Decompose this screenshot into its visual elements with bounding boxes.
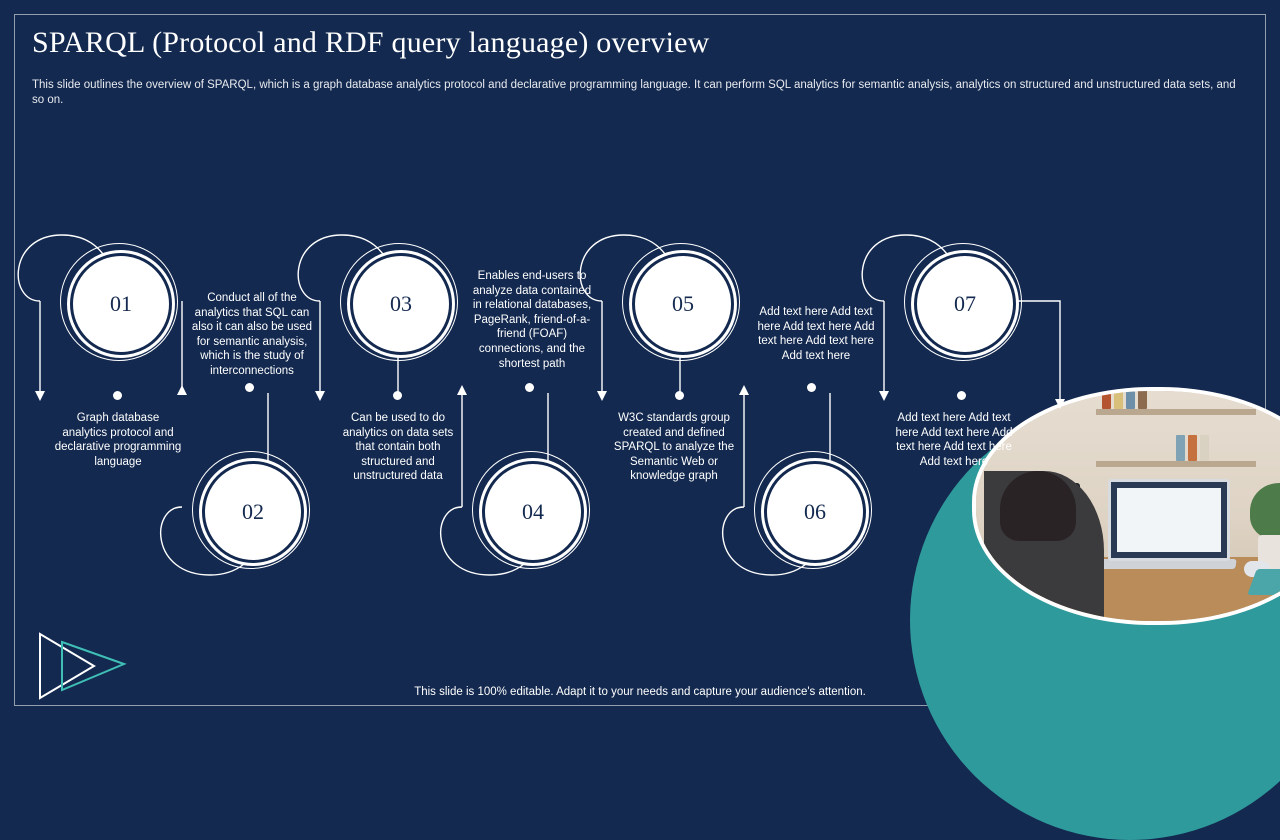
node-03[interactable]: 03	[350, 253, 452, 355]
page-title: SPARQL (Protocol and RDF query language) overview	[32, 26, 710, 59]
node-06[interactable]: 06	[764, 461, 866, 563]
node-02[interactable]: 02	[202, 461, 304, 563]
node-05[interactable]: 05	[632, 253, 734, 355]
process-diagram	[0, 215, 1280, 635]
dot-05	[675, 391, 684, 400]
dot-03	[393, 391, 402, 400]
dot-04	[525, 383, 534, 392]
step-text-02: Conduct all of the analytics that SQL can also it can also be used for semantic analysis, which is the study of interconnections	[191, 292, 313, 377]
dot-01	[113, 391, 122, 400]
slide-footer: This slide is 100% editable. Adapt it to your needs and capture your audience's attention.	[414, 686, 866, 698]
slide-subtitle: This slide outlines the overview of SPARQL, which is a graph database analytics protocol and declarative programming language. It can perform SQL analytics for semantic analysis, analytics on structured and unstructured data sets, and so on.	[32, 79, 1236, 106]
dot-07	[957, 391, 966, 400]
node-07[interactable]: 07	[914, 253, 1016, 355]
step-text-01: Graph database analytics protocol and declarative programming language	[54, 412, 182, 468]
dot-02	[245, 383, 254, 392]
step-text-06: Add text here Add text here Add text here Add text here Add text here Add text here	[757, 306, 875, 362]
node-04[interactable]: 04	[482, 461, 584, 563]
step-text-04: Enables end-users to analyze data contained in relational databases, PageRank, friend-of-a-friend (FOAF) connections, and the shortest path	[472, 270, 592, 370]
step-text-03: Can be used to do analytics on data sets that contain both structured and unstructured data	[342, 412, 454, 483]
step-text-05: W3C standards group created and defined SPARQL to analyze the Semantic Web or knowledge graph	[613, 412, 735, 483]
dot-06	[807, 383, 816, 392]
step-text-07: Add text here Add text here Add text here Add text here Add text here Add text here	[895, 412, 1013, 468]
node-01[interactable]: 01	[70, 253, 172, 355]
